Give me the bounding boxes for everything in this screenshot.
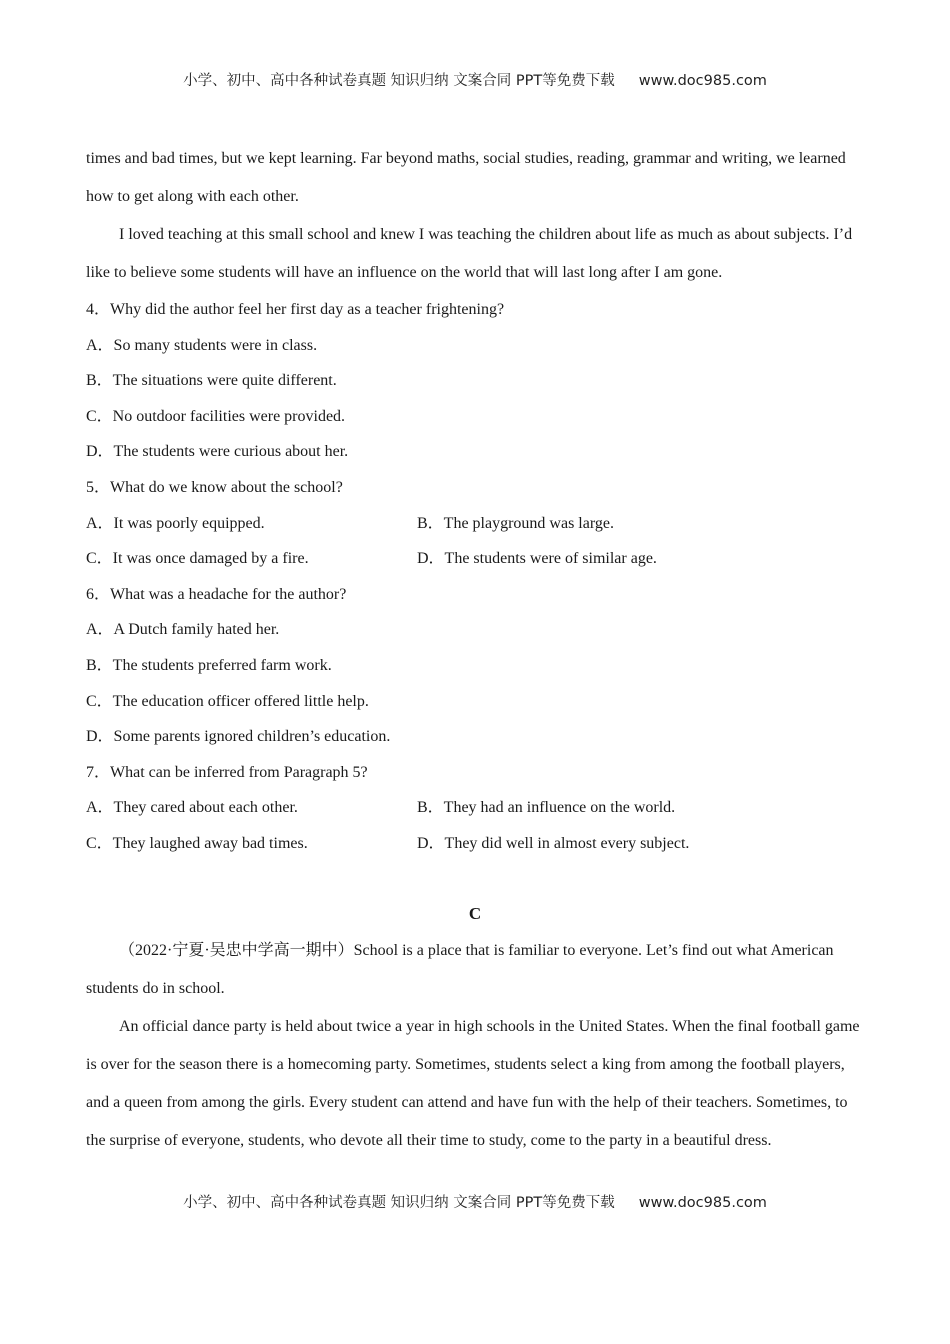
option-a: A．So many students were in class.	[86, 336, 318, 354]
footer-url-link[interactable]: www.doc985.com	[638, 1195, 767, 1211]
passage-paragraph: times and bad times, but we kept learning. Far beyond maths, social studies, reading, grammar and writing, we learned how to get along with each other.	[86, 150, 846, 205]
header-text: 小学、初中、高中各种试卷真题 知识归纳 文案合同 PPT等免费下载	[183, 73, 615, 89]
option-c: C．The education officer offered little help.	[86, 692, 369, 710]
option-b: B．They had an influence on the world.	[417, 799, 676, 817]
option-a: A．It was poorly equipped.	[86, 514, 265, 532]
section-c-title: C	[468, 903, 482, 923]
question-stem: 4．Why did the author feel her first day as a teacher frightening?	[86, 301, 505, 318]
question-7	[86, 755, 868, 862]
question-stem: 5．What do we know about the school?	[86, 478, 343, 496]
passage-paragraph: I loved teaching at this small school and knew I was teaching the children about life as much as about subjects. I’d like to believe some students will have an influence on the world that will last long after I am gone.	[86, 226, 853, 281]
question-stem: 6．What was a headache for the author?	[86, 585, 347, 603]
question-5	[86, 470, 868, 577]
option-d: D．The students were of similar age.	[417, 550, 657, 568]
header-url-link[interactable]: www.doc985.com	[638, 73, 767, 89]
option-c: C．It was once damaged by a fire.	[86, 550, 309, 568]
option-a: A．They cared about each other.	[86, 799, 298, 817]
page-footer	[0, 1191, 950, 1212]
option-c: C．They laughed away bad times.	[86, 834, 308, 852]
question-stem: 7．What can be inferred from Paragraph 5?	[86, 763, 368, 781]
footer-text: 小学、初中、高中各种试卷真题 知识归纳 文案合同 PPT等免费下载	[183, 1195, 615, 1211]
option-row	[86, 826, 868, 862]
option-b: B．The situations were quite different.	[86, 372, 337, 390]
option-d: D．They did well in almost every subject.	[417, 834, 690, 852]
question-4	[86, 292, 868, 470]
option-b: B．The playground was large.	[417, 514, 614, 532]
section-c-paragraph: （2022·宁夏·吴忠中学高一期中）School is a place that is familiar to everyone. Let’s find out what American students do in school.	[86, 941, 834, 997]
option-row	[86, 506, 868, 542]
document-body	[86, 140, 868, 1160]
option-row	[86, 790, 868, 826]
option-d: D．The students were curious about her.	[86, 443, 349, 461]
option-b: B．The students preferred farm work.	[86, 656, 332, 674]
section-c-paragraph: An official dance party is held about twice a year in high schools in the United States. When the final football game is over for the season there is a homecoming party. Sometimes, students select a king from among the football players, and a queen from among the girls. Every student can attend and have fun with the help of their teachers. Sometimes, to the surprise of everyone, students, who devote all their time to study, come to the party in a beautiful dress.	[86, 1017, 860, 1149]
question-6	[86, 577, 868, 755]
option-a: A．A Dutch family hated her.	[86, 621, 280, 639]
option-row	[86, 541, 868, 577]
page-header	[0, 69, 950, 90]
option-d: D．Some parents ignored children’s education.	[86, 728, 391, 746]
option-c: C．No outdoor facilities were provided.	[86, 407, 346, 425]
